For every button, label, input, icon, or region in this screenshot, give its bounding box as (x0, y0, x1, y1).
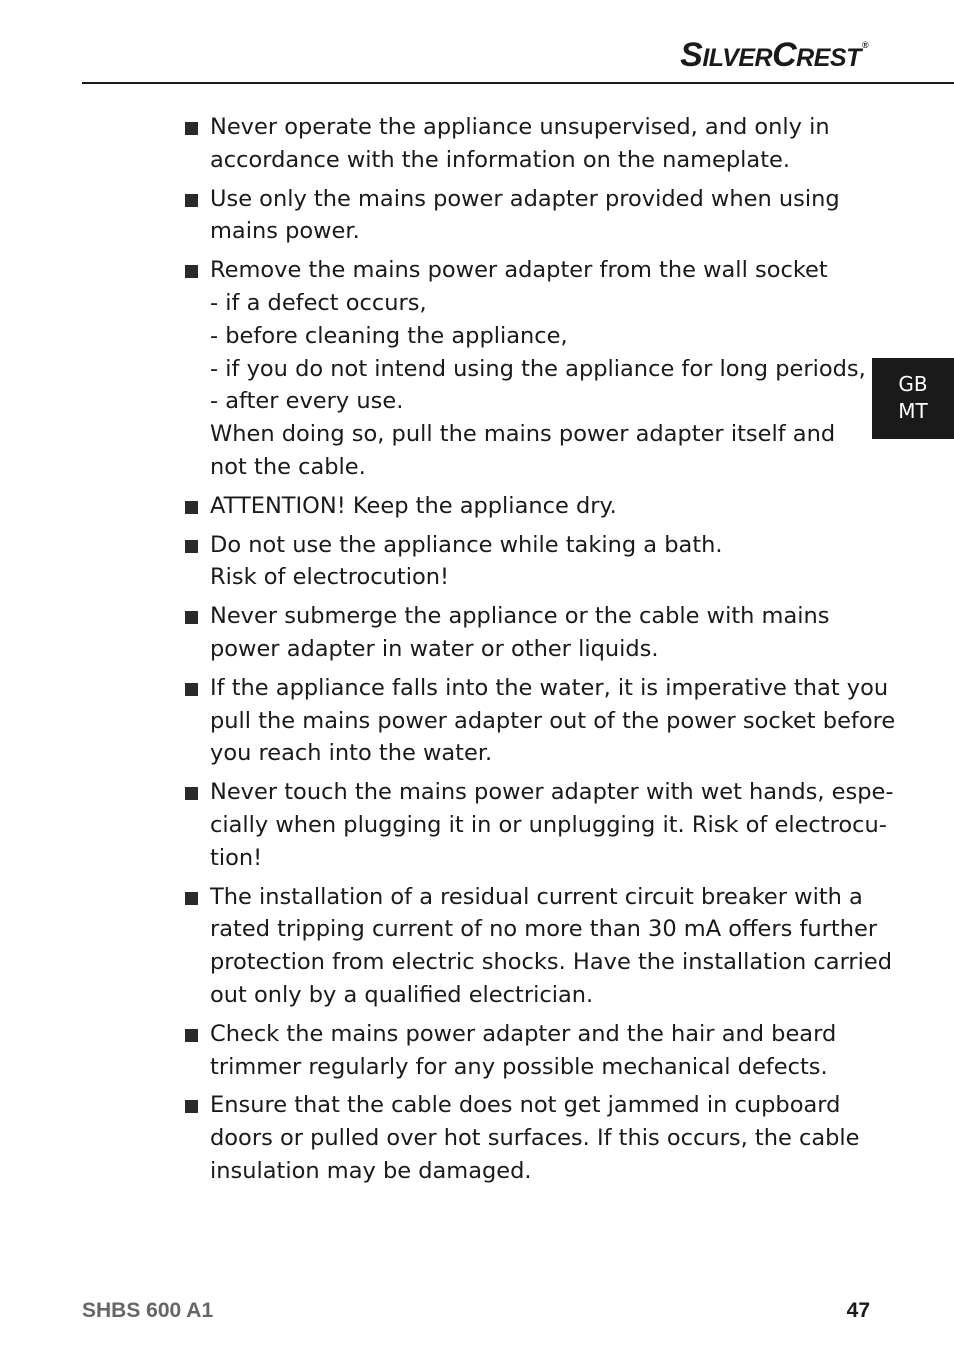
list-item-line: trimmer regularly for any possible mechanical defects. (210, 1053, 828, 1080)
list-item-line: Remove the mains power adapter from the wall socket (210, 257, 828, 284)
list-item-line: not the cable. (210, 453, 366, 480)
list-item (183, 672, 896, 770)
square-bullet-icon (185, 122, 198, 135)
list-item-line: Never touch the mains power adapter with wet hands, espe- (210, 779, 894, 806)
list-item-line: If the appliance falls into the water, it is imperative that you (210, 674, 889, 701)
list-item-line: Never operate the appliance unsupervised, and only in (210, 114, 830, 140)
brand-logo: SILVERCREST® (680, 36, 868, 74)
square-bullet-icon (185, 194, 198, 207)
list-item (183, 881, 893, 1012)
list-item (183, 600, 843, 666)
list-item (183, 183, 843, 249)
list-item (183, 776, 894, 874)
language-code-gb: GB (898, 372, 928, 396)
list-item-line: When doing so, pull the mains power adapter itself and (210, 421, 836, 448)
square-bullet-icon (185, 892, 198, 905)
page-number: 47 (846, 1299, 870, 1322)
list-item-line: tion! (210, 844, 263, 871)
square-bullet-icon (185, 501, 198, 514)
model-number: SHBS 600 A1 (82, 1299, 214, 1322)
list-item-line: - before cleaning the appliance, (210, 322, 568, 349)
language-tab (872, 358, 954, 439)
square-bullet-icon (185, 1100, 198, 1113)
square-bullet-icon (185, 265, 198, 278)
list-item (183, 1089, 860, 1187)
list-item (183, 111, 843, 177)
list-item-line: mains power. (210, 218, 360, 245)
safety-instructions-list (183, 111, 896, 1194)
list-item-line: - if you do not intend using the appliance for long periods, (210, 355, 866, 382)
list-item-line: The installation of a residual current circuit breaker with a (210, 883, 863, 910)
header-divider (82, 82, 954, 84)
list-item-line: insulation may be damaged. (210, 1157, 532, 1184)
list-item-line: Do not use the appliance while taking a bath. (210, 531, 723, 558)
list-item-line: you reach into the water. (210, 740, 493, 767)
list-item-line: Ensure that the cable does not get jammed in cupboard (210, 1092, 841, 1119)
list-item-line: Risk of electrocution! (210, 564, 450, 591)
list-item (183, 529, 843, 595)
list-item-line: doors or pulled over hot surfaces. If this occurs, the cable (210, 1125, 860, 1152)
list-item-line: power adapter in water or other liquids. (210, 635, 659, 662)
list-item (183, 254, 866, 484)
list-item-line: - if a defect occurs, (210, 289, 427, 316)
list-item-line: Never submerge the appliance or the cable with mains (210, 603, 830, 630)
language-code-mt: MT (898, 399, 928, 423)
list-item-line: Use only the mains power adapter provided when using (210, 185, 840, 212)
list-item (183, 1018, 843, 1084)
list-item-line: accordance with the information on the nameplate. (210, 146, 791, 173)
square-bullet-icon (185, 683, 198, 696)
square-bullet-icon (185, 787, 198, 800)
list-item-line: - after every use. (210, 388, 404, 415)
square-bullet-icon (185, 540, 198, 553)
list-item-line: out only by a qualified electrician. (210, 981, 594, 1008)
list-item-line: Check the mains power adapter and the hair and beard (210, 1020, 837, 1047)
list-item-line: ATTENTION! Keep the appliance dry. (210, 492, 617, 519)
list-item (183, 490, 843, 523)
square-bullet-icon (185, 1029, 198, 1042)
list-item-line: protection from electric shocks. Have the installation carried (210, 949, 893, 976)
list-item-line: cially when plugging it in or unplugging it. Risk of electrocu- (210, 811, 887, 838)
list-item-line: pull the mains power adapter out of the power socket before (210, 707, 896, 734)
list-item-line: rated tripping current of no more than 30 mA offers further (210, 916, 878, 943)
square-bullet-icon (185, 611, 198, 624)
